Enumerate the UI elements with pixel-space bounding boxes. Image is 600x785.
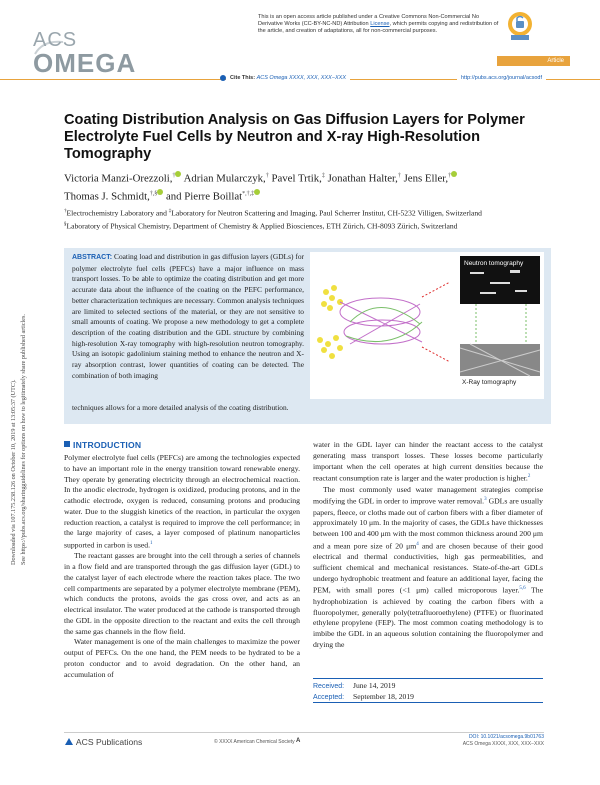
section-marker-icon <box>64 441 70 447</box>
abstract-label: ABSTRACT: <box>72 254 113 261</box>
author-list <box>64 169 544 204</box>
copyright: © XXXX American Chemical Society <box>214 739 295 745</box>
dates-divider-bottom <box>313 702 543 703</box>
abstract-text <box>72 252 304 381</box>
author[interactable]: and Pierre Boillat <box>165 190 243 203</box>
orcid-icon[interactable] <box>451 171 457 177</box>
download-sidenote <box>6 240 30 570</box>
paragraph-text: Polymer electrolyte fuel cells (PEFCs) are among the technologies expected to have an important role in the energy transition toward renewable energy. They operate by generating electricity through an electrochemical reaction. In the anodic electrode, hydrogen is oxidized, producing protons, and in the cathodic electrode, oxygen is reduced, consuming protons and producing water. Due to the sluggish kinetics of the reaction, in particular the oxygen reduction reaction, a catalyst is required to improve the cell performance; in the large majority of cases, a layer composed of platinum nanoparticles supported in carbon is used. <box>64 453 300 550</box>
article-title: Coating Distribution Analysis on Gas Diffusion Layers for Polymer Electrolyte Fuel Cells by Neutron and X-ray High-Resolution Tomography <box>64 112 525 162</box>
author[interactable]: Pavel Trtik, <box>271 172 322 185</box>
sidenote-line-2: See https://pubs.acs.org/sharingguidelines for options on how to legitimately share published articles. <box>20 314 27 565</box>
citation-ref[interactable]: 4 <box>416 541 419 547</box>
journal-logo-omega: OMEGA <box>33 48 137 78</box>
citation-ref[interactable]: 2 <box>527 474 531 480</box>
author[interactable]: Adrian Mularczyk, <box>183 172 266 185</box>
affiliation-1 <box>64 207 544 218</box>
author[interactable]: Thomas J. Schmidt, <box>64 190 150 203</box>
paragraph: The reactant gasses are brought into the cell through a series of channels in a flow field and are transported through the gas diffusion layer (GDL) to the catalyst layer of each electrode where the reaction takes place. The two cell compartments are separated by a polymer electrolyte membrane (PEM), which conducts the protons, avoids the gas cross over, and acts as an electrical insulator. The water produced at the cathode is transported through the GDL in the opposite direction to the reactant and exits the cell through the same gas channels in the flow field. <box>64 551 300 636</box>
affil-text: Electrochemistry Laboratory and <box>66 208 169 218</box>
orcid-icon[interactable] <box>254 189 260 195</box>
author-affil-marker: ‡ <box>321 173 325 179</box>
journal-reference: ACS Omega XXXX, XXX, XXX−XXX <box>462 740 544 747</box>
toc-neutron-label: Neutron tomography <box>464 260 524 267</box>
body-column-1 <box>64 453 300 680</box>
toc-graphic <box>310 252 544 399</box>
doi-block <box>444 734 544 747</box>
cite-reference[interactable]: ACS Omega XXXX, XXX, XXX−XXX <box>256 75 347 81</box>
citation-ref[interactable]: 3 <box>484 497 487 503</box>
accepted-label: Accepted: <box>313 693 345 701</box>
affil-text: Laboratory of Physical Chemistry, Department of Chemistry & Applied Biosciences, ETH Zürich, CH-8093 Zürich, Switzerland <box>66 221 458 231</box>
affil-text: Laboratory for Neutron Scattering and Imaging, Paul Scherrer Institut, CH-5232 Villigen, Switzerland <box>171 208 482 218</box>
page-number: A <box>296 738 301 744</box>
author-affil-marker: † <box>397 173 401 179</box>
affil-marker: ‡ <box>168 209 172 214</box>
paragraph <box>64 453 300 551</box>
license-suffix: , which permits copying and redistribution of the article, and creation of adaptations, all for non-commercial purposes. <box>258 21 499 35</box>
citation-ref[interactable]: 5,6 <box>519 586 526 592</box>
orcid-icon[interactable] <box>175 171 181 177</box>
dates-divider-top <box>313 678 543 679</box>
acs-publications-logo[interactable] <box>64 737 142 747</box>
paragraph-text: The most commonly used water management strategies comprise modifying the GDL in order to improve water removal. <box>313 484 543 506</box>
author-affil-marker: † <box>265 173 269 179</box>
author-affil-marker: † <box>172 173 176 179</box>
license-link[interactable]: License <box>370 21 390 28</box>
received-date: June 14, 2019 <box>353 681 396 690</box>
toc-xray-label: X-Ray tomography <box>462 379 517 386</box>
paragraph-text: water in the GDL layer can hinder the reactant access to the catalyst generating mass transport losses. These losses become particularly important when the cell operates at high current densities because the reactant consumption rate is larger and the water production is higher. <box>313 440 543 483</box>
paragraph-text: The hydrophobization is achieved by coating the carbon fibers with a fluoropolymer, generally poly(tetrafluoroethylene) (PTFE) or fluorinated ethylene propylene (FEP). The most common coating methodology is to imbibe the GDL in an aqueous solution containing the fluoropolymer and drying the <box>313 586 543 649</box>
citation-ref[interactable]: 1 <box>150 541 153 546</box>
article-type-tag: Article <box>497 56 570 66</box>
author-affil-marker: *,†,‡ <box>242 190 255 197</box>
acs-publications-icon <box>64 737 74 746</box>
doi-link[interactable]: DOI: 10.1021/acsomega.9b01763 <box>468 734 544 740</box>
publisher-name: ACS Publications <box>75 737 143 747</box>
orcid-icon[interactable] <box>157 189 163 195</box>
license-notice <box>258 14 500 36</box>
footer-divider <box>64 732 544 733</box>
affiliation-2 <box>64 220 544 231</box>
paragraph <box>313 485 543 651</box>
journal-url[interactable]: http://pubs.acs.org/journal/acsodf <box>457 73 546 83</box>
received-label: Received: <box>313 683 345 690</box>
sidenote-line-1: Downloaded via 107.175.238.126 on October 10, 2019 at 13:05:37 (UTC). <box>10 379 17 565</box>
open-access-badge-icon <box>507 11 533 41</box>
affil-marker: † <box>64 209 67 214</box>
abstract-tail: techniques allows for a more detailed analysis of the coating distribution. <box>72 403 289 412</box>
body-column-2 <box>313 440 543 651</box>
author[interactable]: Jonathan Halter, <box>327 172 398 185</box>
license-prefix: This is an open access article published under a Creative Commons Non-Commercial No Derivative Works (CC-BY-NC-ND) Attribution <box>258 14 480 28</box>
journal-logo-acs: ACS <box>33 29 78 51</box>
paragraph-text: and are chosen because of their good electrical and thermal conductivities, high gas permeabilities, and sufficient chemical and mechanical resistances. State-of-the-art GDLs undergo hydrophobic treatment and feature an additional layer, facing the PEM, with small pores (<1 μm) called microporous layer. <box>313 541 543 595</box>
paragraph <box>313 440 543 485</box>
cite-label: Cite This: <box>230 75 256 81</box>
paragraph-text: GDLs are usually papers, fleece, or cloths made out of carbon fibers with a fiber diameter of approximately 10 μm. In the majority of cases, the GDLs have thicknesses between 100 and 400 μm with the most common thickness around 200 μm and a mean pore size of 20 μm <box>313 496 543 551</box>
cite-this[interactable] <box>226 73 350 83</box>
author[interactable]: Victoria Manzi-Orezzoli, <box>64 172 173 185</box>
section-heading-introduction: INTRODUCTION <box>73 440 142 450</box>
affiliations <box>64 207 544 232</box>
received-accepted-dates <box>313 681 543 703</box>
paragraph: Water management is one of the main challenges to maximize the power output of PEFCs. On the one hand, the PEM needs to be hydrated to be a proton conductor and to avoid degradation. On the other hand, an accumulation of <box>64 637 300 679</box>
accepted-date: September 18, 2019 <box>353 691 414 701</box>
author-affil-marker: †,§ <box>149 190 158 197</box>
author[interactable]: Jens Eller, <box>403 172 449 185</box>
abstract-body: Coating load and distribution in gas diffusion layers (GDLs) for polymer electrolyte fuel cells (PEFCs) have a major influence on mass transport losses. To be able to optimize the coating distribution and get more accurate data about the influence of the coating on the PEFC performance, better characterization techniques are necessary. Common analysis techniques are limited to selected sections of the material, or they are not sensitive to small amounts of coating. We propose a new methodology to get a complete description of the coating distribution and the GDL structure by combining high-resolution X-ray tomography with high-resolution neutron tomography. Using an isotopic gadolinium staining method to enhance the neutron and X-ray absorption contrast, lower quantities of coating can be detected. The combination of both imaging <box>72 252 304 380</box>
author-affil-marker: † <box>448 173 452 179</box>
affil-marker: § <box>64 222 67 228</box>
